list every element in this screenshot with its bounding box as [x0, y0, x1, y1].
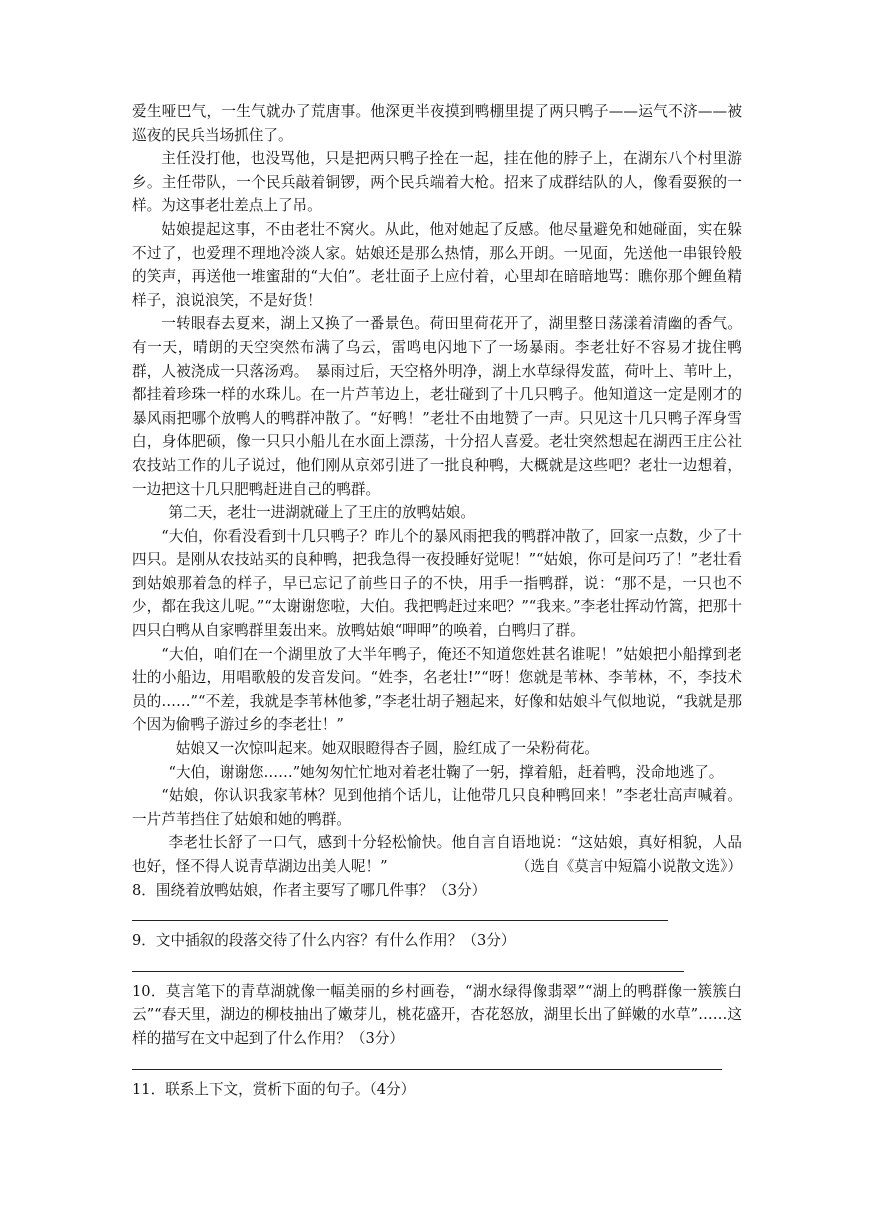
question-10: 10．莫言笔下的青草湖就像一幅美丽的乡村画卷，“湖水绿得像翡翠”“湖上的鸭群像一簇簇白云”“春天里，湖边的柳枝抽出了嫩芽儿，桃花盛开，杏花怒放，湖里长出了鲜嫩的水草”……这样的描写在文中起到了什么作用？（3分）	[132, 982, 742, 1047]
passage-paragraph-2: 主任没打他，也没骂他，只是把两只鸭子拴在一起，挂在他的脖子上，在湖东八个村里游乡。主任带队，一个民兵敲着铜锣，两个民兵端着大枪。招来了成群结队的人，像看耍猴的一样。为这事老壮差点上了吊。	[132, 150, 742, 215]
question-9: 9．文中插叙的段落交待了什么内容？有什么作用？（3分）	[132, 932, 516, 950]
question-8: 8．围绕着放鸭姑娘，作者主要写了哪几件事？（3分）	[132, 881, 487, 899]
passage-paragraph-10: “姑娘，你认识我家苇林？见到他捎个话儿，让他带几只良种鸭回来！”李老壮高声喊着。 一片芦苇挡住了姑娘和她的鸭群。	[132, 787, 742, 828]
passage-paragraph-6: “大伯，你看没看到十几只鸭子？昨儿个的暴风雨把我的鸭群冲散了，回家一点数，少了十四只。是刚从农技站买的良种鸭，把我急得一夜投睡好觉呢！”“姑娘，你可是问巧了！”老壮看到姑娘那着急的样子，早已忘记了前些日子的不快，用手一指鸭群，说：“那不是，一只也不少，都在我这儿呢。”“太谢谢您啦，大伯。我把鸭赶过来吧？”“我来。”李老壮挥动竹篙，把那十四只白鸭从自家鸭群里轰出来。放鸭姑娘“呷呷”的唤着，白鸭归了群。	[132, 527, 742, 640]
answer-line-9[interactable]	[132, 953, 684, 972]
passage-paragraph-4: 一转眼春去夏来，湖上又换了一番景色。荷田里荷花开了，湖里整日荡漾着清幽的香气。有一天，晴朗的天空突然布满了乌云，雷鸣电闪地下了一场暴雨。李老壮好不容易才拢住鸭群，人被浇成一只落汤鸡。 暴雨过后，天空格外明净，湖上水草绿得发蓝，荷叶上、苇叶上，都挂着珍珠一样的水珠儿。在一片芦苇边上，老壮碰到了十几只鸭子。他知道这一定是刚才的暴风雨把哪个放鸭人的鸭群冲散了。“好鸭！”老壮不由地赞了一声。只见这十几只鸭子浑身雪白，身体肥硕，像一只只小船儿在水面上漂荡，十分招人喜爱。老壮突然想起在湖西王庄公社农技站工作的儿子说过，他们刚从京郊引进了一批良种鸭，大概就是这些吧？老壮一边想着，一边把这十几只肥鸭赶进自己的鸭群。	[132, 315, 742, 498]
passage-paragraph-5: 第二天，老壮一进湖就碰上了王庄的放鸭姑娘。	[168, 504, 475, 522]
passage-paragraph-7: “大伯，咱们在一个湖里放了大半年鸭子，俺还不知道您姓甚名谁呢！”姑娘把小船撑到老壮的小船边，用唱歌般的发音发问。“姓李，名老壮!”“呀！您就是苇林、李苇林，不，李技术员的……”“不差，我就是李苇林他爹，”李老壮胡子翘起来，好像和姑娘斗气似地说，“我就是那个因为偷鸭子游过乡的李老壮！”	[132, 645, 742, 734]
passage-paragraph-9: “大伯，谢谢您……”她匆匆忙忙地对着老壮鞠了一躬，撑着船，赶着鸭，没命地逃了。	[168, 763, 724, 781]
passage-paragraph-3: 姑娘提起这事，不由老壮不窝火。从此，他对她起了反感。他尽量避免和她碰面，实在躲不过了，也爱理不理地冷淡人家。姑娘还是那么热情，那么开朗。一见面，先送他一串银铃般的笑声，再送他一堆蜜甜的“大伯”。老壮面子上应付着，心里却在暗暗地骂：瞧你那个鲤鱼精样子，浪说浪笑，不是好货！	[132, 220, 742, 309]
passage-paragraph-1: 爱生哑巴气，一生气就办了荒唐事。他深更半夜摸到鸭棚里提了两只鸭子——运气不济——被巡夜的民兵当场抓住了。	[132, 103, 742, 144]
passage-paragraph-11	[132, 831, 742, 878]
question-11: 11．联系上下文，赏析下面的句子。（4分）	[132, 1080, 416, 1098]
answer-line-10[interactable]	[132, 1051, 722, 1070]
answer-line-8[interactable]	[132, 902, 668, 921]
source-citation: （选自《莫言中短篇小说散文选》）	[515, 858, 742, 875]
passage-paragraph-8: 姑娘又一次惊叫起来。她双眼瞪得杏子圆，脸红成了一朵粉荷花。	[175, 740, 600, 758]
exam-page	[132, 100, 742, 1101]
passage-paragraph-11-text: 李老壮长舒了一口气，感到十分轻松愉快。他自言自语地说：“这姑娘，真好相貌，人品也好，怪不得人说青草湖边出美人呢！”	[132, 834, 742, 875]
